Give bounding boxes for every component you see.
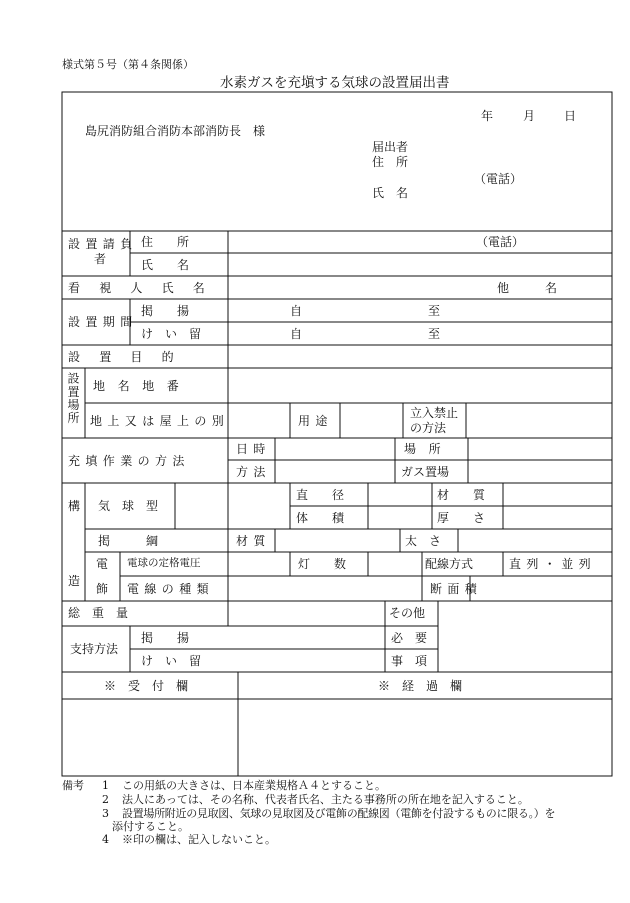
deco-label: 電: [96, 557, 109, 571]
wiring-method-label: 配線方式: [425, 557, 474, 571]
balloon-material-label: 材 質: [437, 488, 486, 502]
date-month-label: 月: [523, 109, 536, 123]
installer-label-2: 者: [94, 252, 107, 266]
structure-label-2: 造: [68, 574, 81, 588]
location-no-entry-label: 立入禁止: [410, 406, 459, 420]
note-4-text: ※印の欄は、記入しないこと。: [122, 833, 276, 846]
date-year-label: 年: [481, 109, 494, 123]
form-outer-border: [62, 92, 612, 776]
series-parallel-label: 直列・並列: [509, 557, 597, 571]
notifier-name-label: 氏 名: [372, 186, 409, 200]
structure-label: 構: [68, 499, 81, 513]
notifier-phone-label: （電話）: [474, 172, 523, 186]
note-4-number: 4: [102, 833, 109, 846]
reception-input-area[interactable]: [64, 701, 236, 774]
note-2-text: 法人にあっては、その名称、代表者氏名、主たる事務所の所在地を記入すること。: [122, 793, 529, 806]
note-3-number: 3: [102, 807, 109, 820]
date-day-label: 日: [564, 109, 577, 123]
progress-input-area[interactable]: [240, 701, 610, 774]
location-no-entry-label-2: の方法: [410, 421, 447, 435]
support-raise-label: 掲 揚: [141, 631, 190, 645]
notes-label: 備考: [62, 779, 84, 792]
total-weight-label: 総 重 量: [68, 606, 129, 620]
progress-column-header: ※ 経 過 欄: [378, 679, 463, 693]
location-address-label: 地名地番: [93, 379, 192, 393]
installer-phone-label: （電話）: [476, 235, 525, 249]
diameter-label: 直 径: [296, 488, 345, 502]
period-raise-to: 至: [428, 304, 441, 318]
notifier-address-label: 住 所: [372, 155, 409, 169]
balloon-type-label: 気 球 型: [98, 499, 159, 513]
page-title: 水素ガスを充塡する気球の設置届出書: [220, 75, 450, 91]
note-2-number: 2: [102, 793, 109, 806]
note-1-number: 1: [102, 779, 109, 792]
reception-column-header: ※ 受 付 欄: [104, 679, 189, 693]
wire-type-label: 電線の種類: [127, 582, 215, 596]
notifier-label: 届出者: [372, 140, 409, 154]
rope-material-label: 材質: [236, 534, 271, 548]
rated-voltage-label: 電球の定格電圧: [127, 557, 201, 569]
other-label: その他: [389, 606, 426, 620]
location-ground-roof-label: 地上又は屋上の別: [90, 414, 230, 428]
volume-label: 体 積: [296, 511, 345, 525]
installer-label: 設置請負: [68, 237, 138, 251]
period-raise-label: 掲 揚: [141, 304, 190, 318]
support-method-label: 支持方法: [70, 642, 119, 656]
watcher-label: 看視人氏名: [68, 281, 225, 295]
deco-label-2: 飾: [96, 582, 109, 596]
period-stay-from: 自: [290, 327, 303, 341]
raise-rope-label: 掲 綱: [98, 534, 159, 548]
location-use-label: 用途: [298, 414, 333, 428]
required-label: 必 要: [391, 631, 428, 645]
watcher-other-label: 他 名: [497, 281, 558, 295]
filling-method-label: 方法: [236, 465, 271, 479]
period-label: 設置期間: [68, 315, 138, 329]
installer-name-label: 氏 名: [141, 258, 190, 272]
filling-datetime-label: 日時: [236, 442, 271, 456]
note-3-text: 設置場所附近の見取図、気球の見取図及び電飾の配線図（電飾を付設するものに限る。）を: [122, 807, 556, 820]
support-stay-label: け い 留: [141, 654, 202, 668]
lamp-count-label: 灯 数: [298, 557, 347, 571]
location-vertical-label: 設置場所: [66, 372, 80, 425]
items-label: 事 項: [391, 654, 428, 668]
balloon-thickness-label: 厚 さ: [437, 511, 486, 525]
period-raise-from: 自: [290, 304, 303, 318]
note-1-text: この用紙の大きさは、日本産業規格Ａ４とすること。: [122, 779, 386, 792]
cross-section-label: 断面積: [430, 582, 483, 596]
filling-place-label: 場所: [404, 442, 454, 456]
purpose-label: 設置目的: [68, 350, 193, 364]
addressee: 島尻消防組合消防本部消防長 様: [85, 124, 266, 138]
period-stay-to: 至: [428, 327, 441, 341]
rope-thickness-label: 太 さ: [405, 534, 442, 548]
filling-label: 充填作業の方法: [68, 454, 190, 468]
installer-address-label: 住 所: [141, 235, 190, 249]
period-stay-label: け い 留: [141, 327, 202, 341]
filling-gas-storage-label: ガス置場: [401, 465, 450, 479]
note-3-continuation: 添付すること。: [112, 820, 189, 833]
form-number: 様式第５号（第４条関係）: [62, 58, 194, 71]
